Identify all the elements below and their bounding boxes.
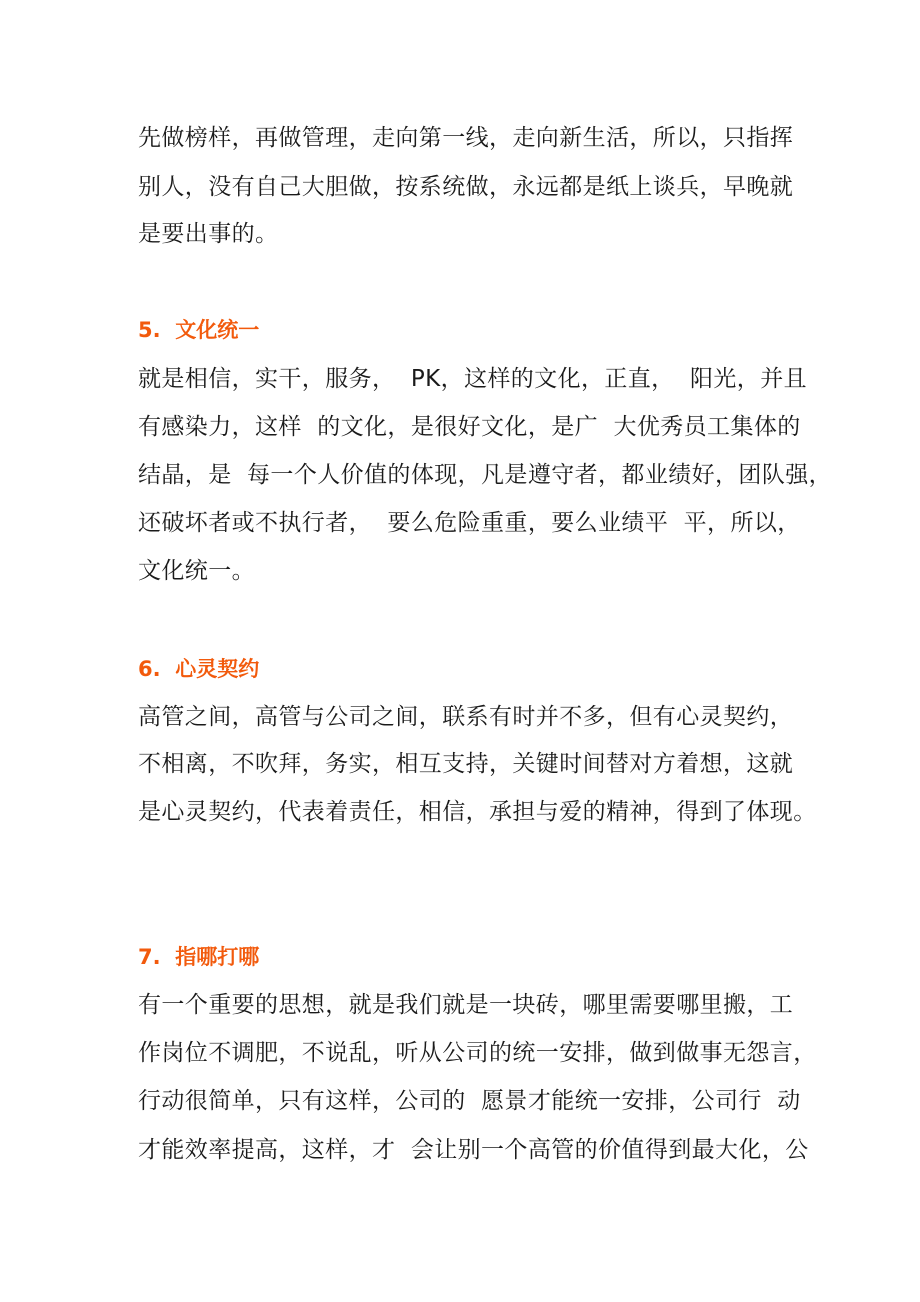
section-5-line: 就是相信，实干，服务， PK，这样的文化，正直， 阳光，并且: [138, 366, 807, 392]
section-7-line: 有一个重要的思想，就是我们就是一块砖，哪里需要哪里搬，工: [138, 992, 794, 1018]
section-6-line: 高管之间，高管与公司之间，联系有时并不多，但有心灵契约，: [138, 704, 794, 730]
section-5-line: 有感染力，这样 的文化，是很好文化，是广 大优秀员工集体的: [138, 414, 801, 440]
section-7-line: 才能效率提高，这样，才 会让别一个高管的价值得到最大化，公: [138, 1137, 809, 1163]
intro-line: 别人，没有自己大胆做，按系统做，永远都是纸上谈兵，早晚就: [138, 174, 794, 200]
section-heading-7: 7. 指哪打哪: [138, 945, 260, 969]
section-5-line: 结晶，是 每一个人价值的体现，凡是遵守者，都业绩好，团队强，: [138, 462, 833, 488]
section-6-line: 不相离，不吹拜，务实，相互支持，关键时间替对方着想，这就: [138, 751, 794, 777]
section-7-line: 作岗位不调肥，不说乱，听从公司的统一安排，做到做事无怨言，: [138, 1040, 817, 1066]
intro-line: 是要出事的。: [138, 221, 279, 247]
section-5-line: 文化统一。: [138, 558, 255, 584]
section-5-line: 还破坏者或不执行者， 要么危险重重，要么业绩平 平，所以，: [138, 510, 801, 536]
section-heading-5: 5. 文化统一: [138, 318, 260, 342]
intro-line: 先做榜样，再做管理，走向第一线，走向新生活，所以，只指挥: [138, 125, 794, 151]
section-heading-6: 6. 心灵契约: [138, 657, 260, 681]
section-7-line: 行动很简单，只有这样，公司的 愿景才能统一安排，公司行 动: [138, 1088, 801, 1114]
section-6-line: 是心灵契约，代表着责任，相信，承担与爱的精神，得到了体现。: [138, 799, 817, 825]
